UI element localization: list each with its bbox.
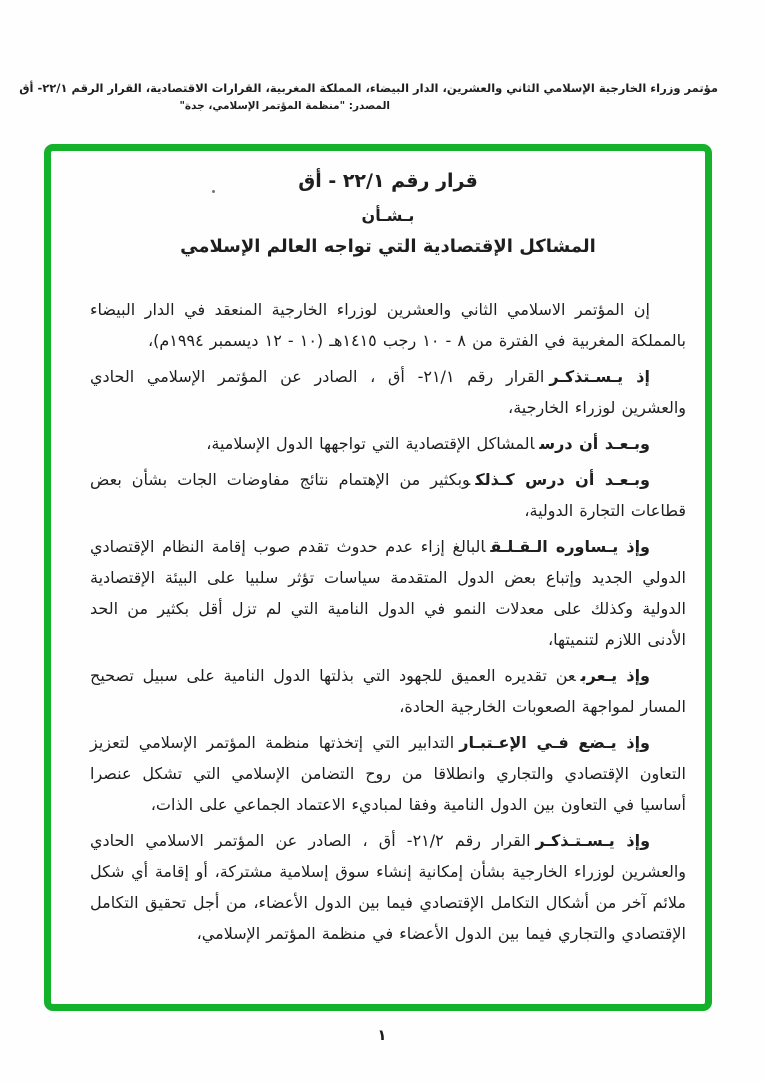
resolution-paragraph <box>90 660 686 722</box>
paragraph-text: وبكثير من الإهتمام نتائج مفاوضات الجات بشأن بعض قطاعات التجارة الدولية، <box>90 470 686 520</box>
paragraph-text: إن المؤتمر الاسلامي الثاني والعشرين لوزراء الخارجية المنعقد في الدار البيضاء بالمملكة المغربية في الفترة من ٨ - ١٠ رجب ١٤١٥هـ (١٠ - ١٢ ديسمبر ١٩٩٤م)، <box>90 300 686 350</box>
paragraph-lead: إذ يـسـتذكـر <box>549 367 651 386</box>
resolution-number-title: قرار رقم ٢٢/١ - أق <box>298 170 478 192</box>
resolution-paragraph <box>90 464 686 526</box>
paragraph-text: عن تقديره العميق للجهود التي بذلتها الدول النامية على سبيل تصحيح المسار لمواجهة الصعوبات الخارجية الحادة، <box>90 666 686 716</box>
resolution-regarding-label: بـشـأن <box>361 206 415 225</box>
resolution-paragraph <box>90 428 686 459</box>
page-number: ١ <box>377 1026 387 1044</box>
resolution-subject-title: المشاكل الإقتصادية التي تواجه العالم الإسلامي <box>180 236 596 257</box>
resolution-paragraph <box>90 727 686 820</box>
paragraph-lead: وإذ يـساوره الـقـلـق <box>490 537 651 556</box>
paragraph-text: التدابير التي إتخذتها منظمة المؤتمر الإسلامي لتعزيز التعاون الإقتصادي والتجاري وانطلاقا من روح التضامن الإسلامي التي تشكل عنصرا أساسيا في التعاون بين الدول النامية وفقا لمباديء الاعتماد الجماعي على الذات، <box>90 733 686 814</box>
resolution-paragraph <box>90 825 686 949</box>
resolution-paragraph <box>90 531 686 655</box>
header-reference-line: مؤتمر وزراء الخارجية الإسلامي الثاني والعشرين، الدار البيضاء، المملكة المغربية، القرارات الاقتصادية، القرار الرقم ٢٢/١- أق <box>19 81 718 95</box>
paragraph-lead: وإذ يـسـتـذكـر <box>535 831 651 850</box>
paragraph-text: القرار رقم ٢١/٢- أق ، الصادر عن المؤتمر الاسلامي الحادي والعشرين لوزراء الخارجية بشأن إمكانية إنشاء سوق إسلامية مشتركة، أو إقامة أي شكل ملائم آخر من أشكال التكامل الإقتصادي فيما بين الدول الأعضاء، من أجل تحقيق التكامل الإقتصادي والتجاري فيما بين الدول الأعضاء في منظمة المؤتمر الإسلامي، <box>90 831 686 943</box>
resolution-paragraph <box>90 361 686 423</box>
resolution-content <box>90 168 686 954</box>
paragraph-text: البالغ إزاء عدم حدوث تقدم صوب إقامة النظام الإقتصادي الدولي الجديد وإتباع بعض الدول المتقدمة سياسات تؤثر سلبيا على البيئة الإقتصادية الدولية وكذلك على معدلات النمو في الدول النامية التي لم تزل أقل بكثير من الحد الأدنى اللازم لتنميتها، <box>90 537 686 649</box>
document-header <box>0 80 718 114</box>
paragraph-text: المشاكل الإقتصادية التي تواجهها الدول الإسلامية، <box>206 434 535 453</box>
paragraph-lead: وبـعـد أن درس <box>539 434 650 453</box>
resolution-titles <box>90 168 686 260</box>
paragraph-lead: وبـعـد أن درس كـذلك <box>475 470 650 489</box>
resolution-paragraph <box>90 294 686 356</box>
header-source-line: المصدر: "منظمة المؤتمر الإسلامي، جدة" <box>179 100 390 112</box>
resolution-paragraphs <box>90 294 686 949</box>
paragraph-lead: وإذ يـعرب <box>580 666 651 685</box>
paragraph-text: القرار رقم ٢١/١- أق ، الصادر عن المؤتمر الإسلامي الحادي والعشرين لوزراء الخارجية، <box>90 367 686 417</box>
paragraph-lead: وإذ يـضع فـي الإعـتبـار <box>459 733 650 752</box>
